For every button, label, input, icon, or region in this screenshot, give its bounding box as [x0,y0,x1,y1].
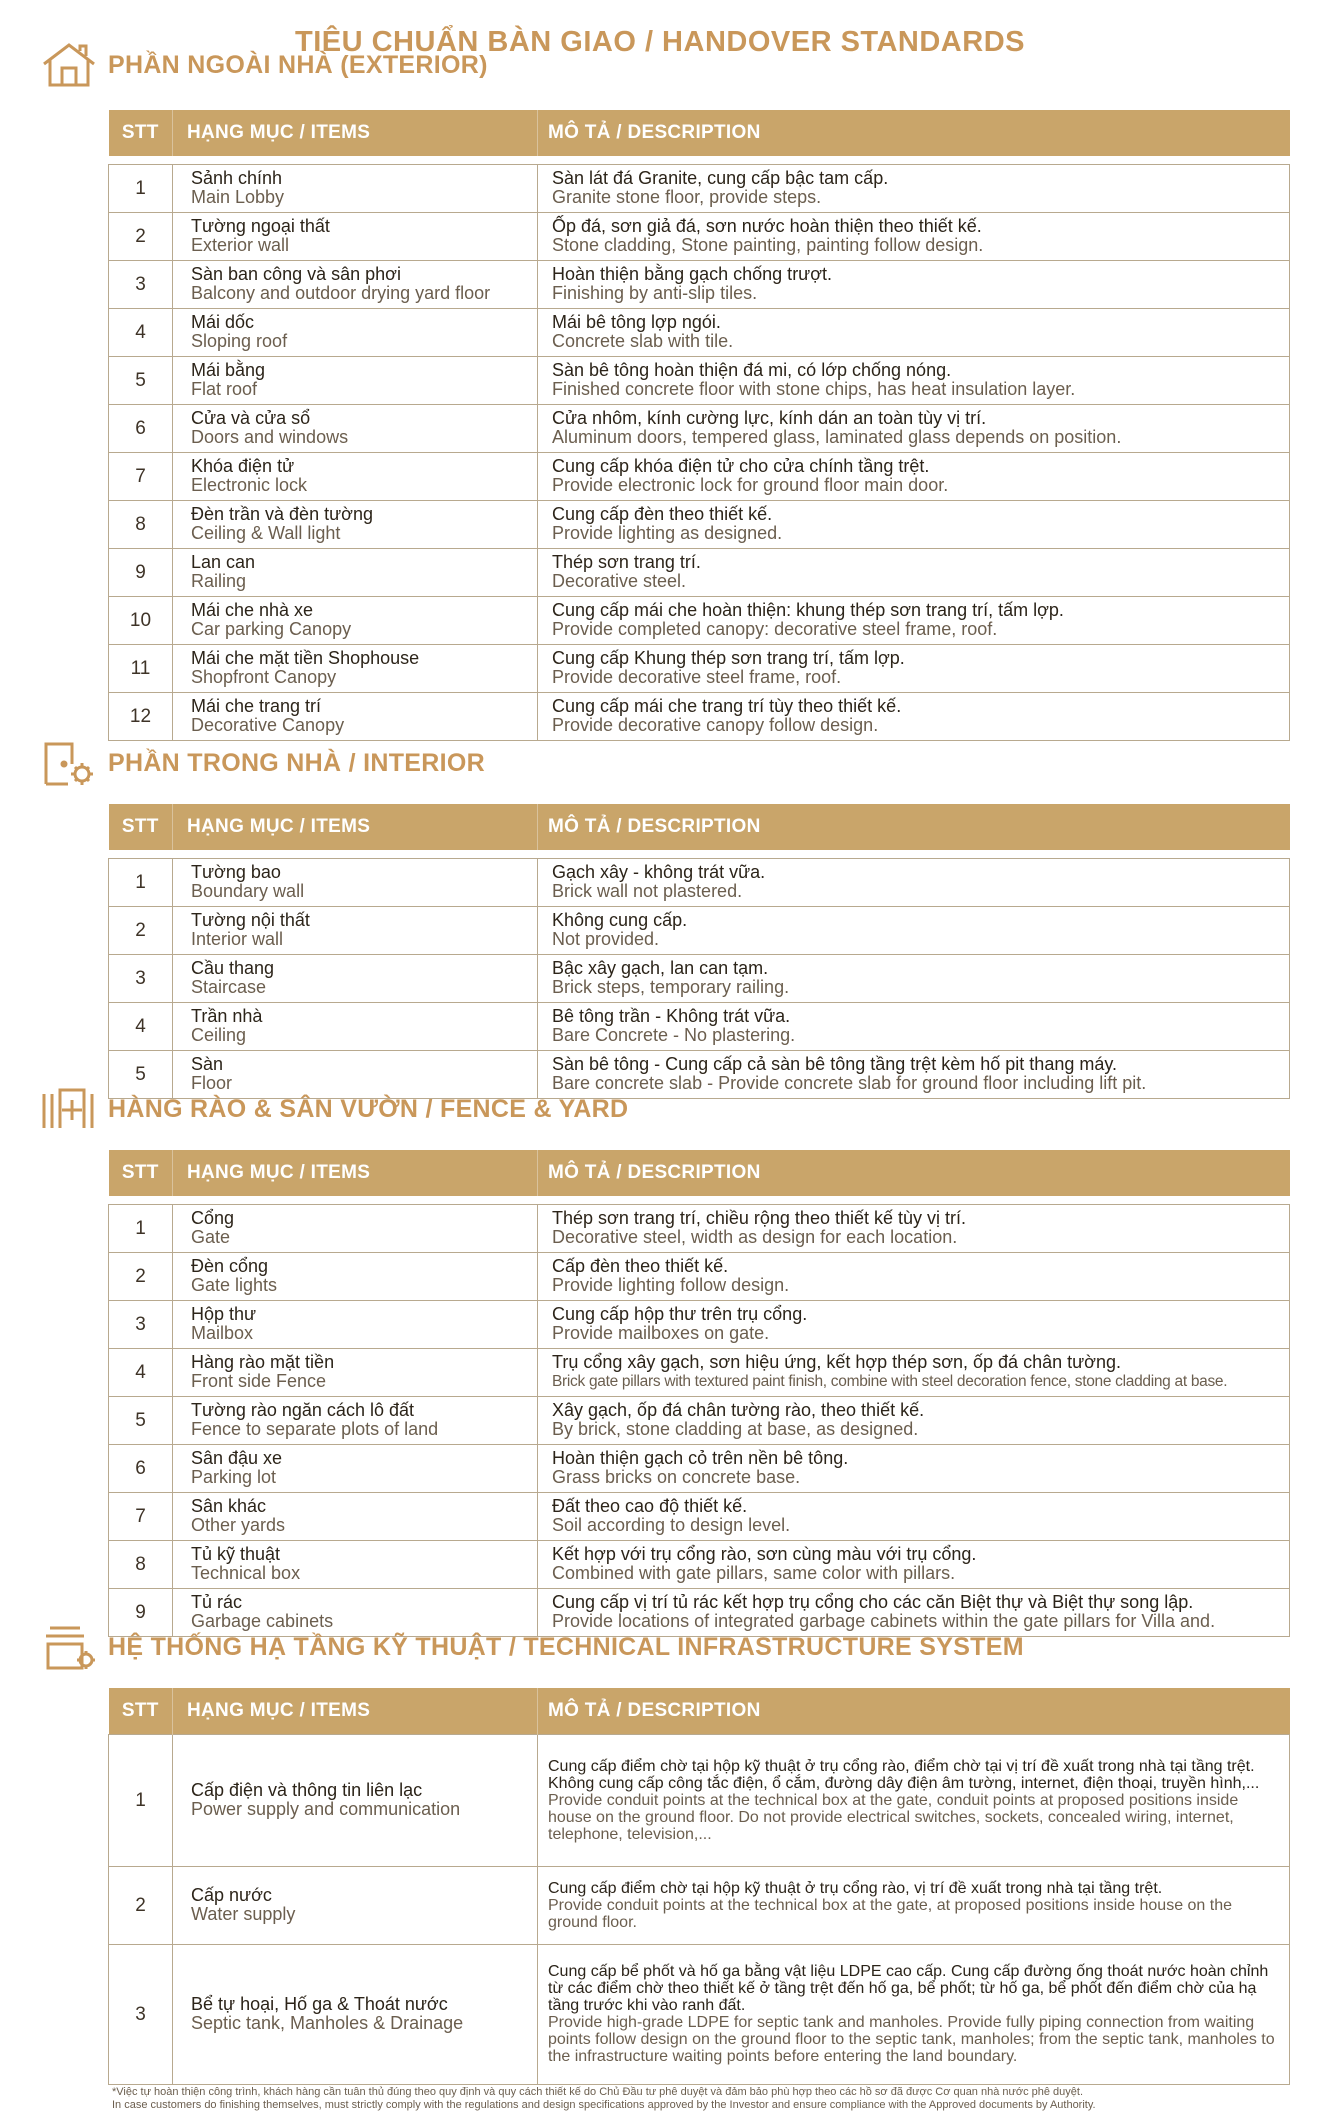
item-name-vn: Mái bằng [191,360,266,380]
description-en: Provide electronic lock for ground floor main door. [552,475,949,495]
item-name-en: Sloping roof [191,331,288,351]
description-cell [538,596,1290,644]
table-row [109,404,1290,452]
table-row [109,1396,1290,1444]
item-cell [173,1348,538,1396]
description-vn: Cửa nhôm, kính cường lực, kính dán an toàn tùy vị trí. [552,408,987,428]
table-header [109,110,1290,156]
item-name-vn: Tủ rác [191,1592,243,1612]
item-name-en: Mailbox [191,1323,254,1343]
description-cell [538,1734,1290,1866]
table-row [109,906,1290,954]
table-row [109,212,1290,260]
description-en: Decorative steel, width as design for each location. [552,1227,958,1247]
item-name-vn: Mái che mặt tiền Shophouse [191,648,420,668]
row-number: 3 [109,260,173,308]
table-row [109,1540,1290,1588]
row-number: 7 [109,1492,173,1540]
item-cell [173,1252,538,1300]
description-cell [538,1348,1290,1396]
description-cell [538,906,1290,954]
item-name-vn: Cổng [191,1208,235,1228]
row-number: 2 [109,1866,173,1944]
description-cell [538,858,1290,906]
row-number: 11 [109,644,173,692]
item-cell [173,954,538,1002]
row-number: 3 [109,954,173,1002]
description-vn: Bậc xây gạch, lan can tạm. [552,958,769,978]
col-items: HẠNG MỤC / ITEMS [173,1688,538,1734]
description-en: Stone cladding, Stone painting, painting follow design. [552,235,984,255]
item-name-vn: Sàn ban công và sân phơi [191,264,401,284]
table-row [109,1866,1290,1944]
description-vn: Gạch xây - không trát vữa. [552,862,766,882]
description-cell [538,1866,1290,1944]
col-items: HẠNG MỤC / ITEMS [173,110,538,156]
col-description: MÔ TẢ / DESCRIPTION [538,110,1290,156]
door-gear-icon [40,740,102,786]
description-cell [538,548,1290,596]
row-number: 6 [109,1444,173,1492]
exterior-table [108,110,1290,741]
description-cell [538,1444,1290,1492]
item-name-vn: Cửa và cửa sổ [191,408,311,428]
item-name-en: Septic tank, Manholes & Drainage [191,2013,464,2033]
section-header-exterior [40,42,488,88]
description-en: Provide decorative steel frame, roof. [552,667,842,687]
item-cell [173,500,538,548]
item-cell [173,906,538,954]
infrastructure-icon [40,1624,102,1670]
item-cell [173,1492,538,1540]
footnote-en: In case customers do finishing themselves, must strictly comply with the regulations and design specifications approved by the Investor and ensure compliance with the Approved documents by Authority. [112,2099,1096,2111]
item-cell [173,452,538,500]
infrastructure-table [108,1688,1290,2085]
description-cell [538,212,1290,260]
col-description: MÔ TẢ / DESCRIPTION [538,1150,1290,1196]
description-cell [538,452,1290,500]
description-en: Finishing by anti-slip tiles. [552,283,758,303]
description-vn: Xây gạch, ốp đá chân tường rào, theo thiết kế. [552,1400,925,1420]
fence-icon [40,1086,102,1132]
item-name-vn: Cấp nước [191,1885,272,1905]
section-header-interior [40,740,485,786]
description-vn: Kết hợp với trụ cổng rào, sơn cùng màu với trụ cổng. [552,1544,977,1564]
description-en: Aluminum doors, tempered glass, laminated glass depends on position. [552,427,1122,447]
table-row [109,1348,1290,1396]
item-name-en: Fence to separate plots of land [191,1419,439,1439]
item-cell [173,1396,538,1444]
table-row [109,1204,1290,1252]
row-number: 8 [109,500,173,548]
item-cell [173,644,538,692]
description-en: Provide conduit points at the technical box at the gate, conduit points at proposed positions inside house on the ground floor. Do not provide electrical switches, sockets, concealed wiring, internet, telephone, television,... [548,1791,1239,1843]
item-cell [173,164,538,212]
section-title: HÀNG RÀO & SÂN VƯỜN / FENCE & YARD [108,1094,629,1123]
description-vn: Cung cấp điểm chờ tại hộp kỹ thuật ở trụ cổng rào, vị trí đề xuất trong nhà tại tầng trệt. [548,1879,1163,1897]
description-en: Provide locations of integrated garbage cabinets within the gate pillars for Villa and. [552,1611,1216,1631]
table-row [109,692,1290,740]
description-en: Decorative steel. [552,571,687,591]
row-number: 5 [109,356,173,404]
item-name-en: Staircase [191,977,267,997]
item-name-en: Garbage cabinets [191,1611,334,1631]
item-name-en: Exterior wall [191,235,290,255]
description-vn: Thép sơn trang trí. [552,552,701,572]
description-cell [538,500,1290,548]
row-number: 1 [109,164,173,212]
description-en: Brick gate pillars with textured paint finish, combine with steel decoration fence, stone cladding at base. [552,1373,1228,1390]
table-row [109,356,1290,404]
item-name-vn: Hàng rào mặt tiền [191,1352,335,1372]
description-vn: Cung cấp bể phốt và hố ga bằng vật liệu LDPE cao cấp. Cung cấp đường ống thoát nước hoàn chỉnh từ các điểm chờ theo thiết kế ở tầng trệt đến hố ga, bể phốt; từ hố ga, bể phốt đến điểm chờ của hạ tầng trước khi vào ranh đất. [548,1963,1269,2014]
description-cell [538,1002,1290,1050]
description-cell [538,1252,1290,1300]
description-vn: Hoàn thiện bằng gạch chống trượt. [552,264,833,284]
description-vn: Cung cấp mái che trang trí tùy theo thiết kế. [552,696,902,716]
description-vn: Cung cấp hộp thư trên trụ cổng. [552,1304,808,1324]
table-row [109,1002,1290,1050]
page-title: TIÊU CHUẨN BÀN GIAO / HANDOVER STANDARDS [295,26,1025,58]
description-cell [538,1540,1290,1588]
item-name-en: Interior wall [191,929,284,949]
item-name-vn: Lan can [191,552,256,572]
table-row [109,452,1290,500]
item-name-en: Main Lobby [191,187,285,207]
item-name-vn: Sân khác [191,1496,267,1516]
item-name-vn: Bể tự hoại, Hố ga & Thoát nước [191,1994,448,2014]
table-row [109,1944,1290,2084]
table-row [109,644,1290,692]
description-en: Provide conduit points at the technical box at the gate, at proposed positions inside house on the ground floor. [548,1896,1233,1931]
description-en: Provide lighting follow design. [552,1275,790,1295]
row-number: 2 [109,1252,173,1300]
description-en: Grass bricks on concrete base. [552,1467,801,1487]
item-name-en: Ceiling & Wall light [191,523,341,543]
description-cell [538,644,1290,692]
item-cell [173,1734,538,1866]
description-en: Brick wall not plastered. [552,881,743,901]
table-row [109,164,1290,212]
description-vn: Cung cấp vị trí tủ rác kết hợp trụ cổng cho các căn Biệt thự và Biệt thự song lập. [552,1592,1194,1612]
row-number: 3 [109,1944,173,2084]
col-description: MÔ TẢ / DESCRIPTION [538,1688,1290,1734]
description-vn: Trụ cổng xây gạch, sơn hiệu ứng, kết hợp thép sơn, ốp đá chân tường. [552,1352,1121,1372]
row-number: 12 [109,692,173,740]
col-stt: STT [109,804,173,850]
item-name-en: Doors and windows [191,427,349,447]
col-stt: STT [109,1150,173,1196]
description-cell [538,1050,1290,1098]
description-cell [538,1204,1290,1252]
table-row [109,858,1290,906]
item-name-en: Gate lights [191,1275,278,1295]
row-number: 1 [109,858,173,906]
row-number: 9 [109,548,173,596]
description-en: Concrete slab with tile. [552,331,734,351]
item-name-en: Front side Fence [191,1371,327,1391]
description-en: Combined with gate pillars, same color with pillars. [552,1563,956,1583]
description-en: Provide completed canopy: decorative steel frame, roof. [552,619,998,639]
item-name-en: Flat roof [191,379,258,399]
description-cell [538,692,1290,740]
item-name-vn: Đèn cổng [191,1256,269,1276]
item-cell [173,356,538,404]
description-en: Provide high-grade LDPE for septic tank and manholes. Provide fully piping connection from waiting points follow design on the ground floor to the septic tank, manholes; from the septic tank, manholes to the infrastructure waiting points before entering the land boundary. [548,2014,1275,2065]
item-cell [173,260,538,308]
item-cell [173,858,538,906]
item-name-vn: Sân đậu xe [191,1448,283,1468]
row-number: 6 [109,404,173,452]
description-cell [538,1396,1290,1444]
item-name-en: Car parking Canopy [191,619,352,639]
description-en: Not provided. [552,929,660,949]
table-row [109,1734,1290,1866]
description-en: Provide lighting as designed. [552,523,783,543]
description-en: Bare Concrete - No plastering. [552,1025,796,1045]
col-stt: STT [109,110,173,156]
item-name-vn: Khóa điện tử [191,456,295,476]
table-row [109,1492,1290,1540]
item-cell [173,1002,538,1050]
item-name-en: Gate [191,1227,231,1247]
section-title: HỆ THỐNG HẠ TẦNG KỸ THUẬT / TECHNICAL INFRASTRUCTURE SYSTEM [108,1632,1024,1661]
description-cell [538,308,1290,356]
table-row [109,954,1290,1002]
footnote [112,2086,1292,2112]
description-cell [538,404,1290,452]
description-en: Bare concrete slab - Provide concrete slab for ground floor including lift pit. [552,1073,1147,1093]
item-cell [173,1204,538,1252]
description-vn: Cung cấp đèn theo thiết kế. [552,504,773,524]
footnote-vn: *Việc tự hoàn thiện công trình, khách hàng cần tuân thủ đúng theo quy định và quy cách thiết kế do Chủ Đầu tư phê duyệt và đảm bảo phù hợp theo các hồ sơ đã được Cơ quan nhà nước phê duyệt. [112,2086,1084,2098]
item-name-vn: Tường bao [191,862,281,882]
table-row [109,1300,1290,1348]
item-cell [173,1540,538,1588]
table-row [109,260,1290,308]
table-header [109,1150,1290,1196]
row-number: 8 [109,1540,173,1588]
section-header-fence [40,1086,628,1132]
item-name-en: Decorative Canopy [191,715,345,735]
item-name-vn: Sàn [191,1054,224,1074]
item-cell [173,1866,538,1944]
description-cell [538,954,1290,1002]
row-number: 2 [109,212,173,260]
item-name-en: Parking lot [191,1467,277,1487]
item-name-vn: Sảnh chính [191,168,283,188]
description-cell [538,1944,1290,2084]
description-en: By brick, stone cladding at base, as designed. [552,1419,919,1439]
description-cell [538,1492,1290,1540]
col-items: HẠNG MỤC / ITEMS [173,1150,538,1196]
description-vn: Bê tông trần - Không trát vữa. [552,1006,791,1026]
item-cell [173,1944,538,2084]
item-cell [173,692,538,740]
item-cell [173,548,538,596]
description-en: Provide mailboxes on gate. [552,1323,770,1343]
item-name-en: Shopfront Canopy [191,667,337,687]
description-en: Provide decorative canopy follow design. [552,715,879,735]
header-spacer [109,850,1290,858]
table-row [109,548,1290,596]
item-name-vn: Hộp thư [191,1304,257,1324]
description-cell [538,356,1290,404]
col-description: MÔ TẢ / DESCRIPTION [538,804,1290,850]
item-cell [173,308,538,356]
interior-table [108,804,1290,1099]
item-name-vn: Đèn trần và đèn tường [191,504,373,524]
description-vn: Cung cấp Khung thép sơn trang trí, tấm lợp. [552,648,905,668]
description-vn: Sàn bê tông hoàn thiện đá mi, có lớp chống nóng. [552,360,952,380]
item-name-vn: Cầu thang [191,958,275,978]
row-number: 1 [109,1734,173,1866]
description-vn: Cấp đèn theo thiết kế. [552,1256,729,1276]
col-stt: STT [109,1688,173,1734]
description-vn: Hoàn thiện gạch cỏ trên nền bê tông. [552,1448,849,1468]
item-name-en: Railing [191,571,247,591]
item-name-en: Ceiling [191,1025,247,1045]
description-vn: Sàn lát đá Granite, cung cấp bậc tam cấp. [552,168,889,188]
item-name-en: Power supply and communication [191,1799,461,1819]
item-name-vn: Mái che trang trí [191,696,322,716]
item-cell [173,404,538,452]
item-name-vn: Tường nội thất [191,910,310,930]
item-name-vn: Tường rào ngăn cách lô đất [191,1400,414,1420]
section-header-infrastructure [40,1624,1024,1670]
header-spacer [109,1196,1290,1204]
description-vn: Cung cấp khóa điện tử cho cửa chính tầng trệt. [552,456,930,476]
item-name-en: Floor [191,1073,233,1093]
description-vn: Mái bê tông lợp ngói. [552,312,721,332]
description-vn: Sàn bê tông - Cung cấp cả sàn bê tông tầng trệt kèm hố pit thang máy. [552,1054,1118,1074]
description-vn: Thép sơn trang trí, chiều rộng theo thiết kế tùy vị trí. [552,1208,967,1228]
col-items: HẠNG MỤC / ITEMS [173,804,538,850]
row-number: 5 [109,1396,173,1444]
item-name-vn: Mái che nhà xe [191,600,314,620]
item-name-vn: Mái dốc [191,312,255,332]
item-cell [173,596,538,644]
fence-yard-table [108,1150,1290,1637]
row-number: 1 [109,1204,173,1252]
table-header [109,804,1290,850]
item-name-en: Balcony and outdoor drying yard floor [191,283,491,303]
item-name-vn: Tủ kỹ thuật [191,1544,281,1564]
item-name-en: Other yards [191,1515,286,1535]
table-header [109,1688,1290,1734]
item-name-en: Electronic lock [191,475,308,495]
row-number: 9 [109,1588,173,1636]
description-cell [538,1300,1290,1348]
table-row [109,1252,1290,1300]
description-en: Granite stone floor, provide steps. [552,187,822,207]
table-row [109,308,1290,356]
description-vn: Ốp đá, sơn giả đá, sơn nước hoàn thiện theo thiết kế. [552,216,982,236]
description-cell [538,164,1290,212]
section-title: PHẦN TRONG NHÀ / INTERIOR [108,748,485,777]
row-number: 4 [109,308,173,356]
description-cell [538,260,1290,308]
item-name-en: Technical box [191,1563,301,1583]
description-en: Finished concrete floor with stone chips, has heat insulation layer. [552,379,1076,399]
item-name-vn: Tường ngoại thất [191,216,330,236]
row-number: 5 [109,1050,173,1098]
description-en: Soil according to design level. [552,1515,791,1535]
section-title: PHẦN NGOÀI NHÀ (EXTERIOR) [108,50,488,79]
item-name-en: Water supply [191,1904,296,1924]
house-icon [40,42,102,88]
row-number: 4 [109,1002,173,1050]
table-row [109,1444,1290,1492]
row-number: 2 [109,906,173,954]
item-name-vn: Cấp điện và thông tin liên lạc [191,1780,423,1800]
description-vn: Cung cấp điểm chờ tại hộp kỹ thuật ở trụ cổng rào, điểm chờ tại vị trí đề xuất trong nhà tại tầng trệt. Không cung cấp công tắc điện, ổ cắm, đường dây điện âm tường, internet, điện thoại, truyền hình,... [548,1757,1260,1792]
item-cell [173,1300,538,1348]
row-number: 7 [109,452,173,500]
description-vn: Đất theo cao độ thiết kế. [552,1496,748,1516]
item-cell [173,1444,538,1492]
header-spacer [109,156,1290,164]
description-vn: Không cung cấp. [552,910,688,930]
table-row [109,500,1290,548]
row-number: 10 [109,596,173,644]
item-cell [173,212,538,260]
description-en: Brick steps, temporary railing. [552,977,790,997]
item-name-vn: Trần nhà [191,1006,263,1026]
row-number: 4 [109,1348,173,1396]
description-vn: Cung cấp mái che hoàn thiện: khung thép sơn trang trí, tấm lợp. [552,600,1064,620]
item-name-en: Boundary wall [191,881,305,901]
row-number: 3 [109,1300,173,1348]
table-row [109,596,1290,644]
